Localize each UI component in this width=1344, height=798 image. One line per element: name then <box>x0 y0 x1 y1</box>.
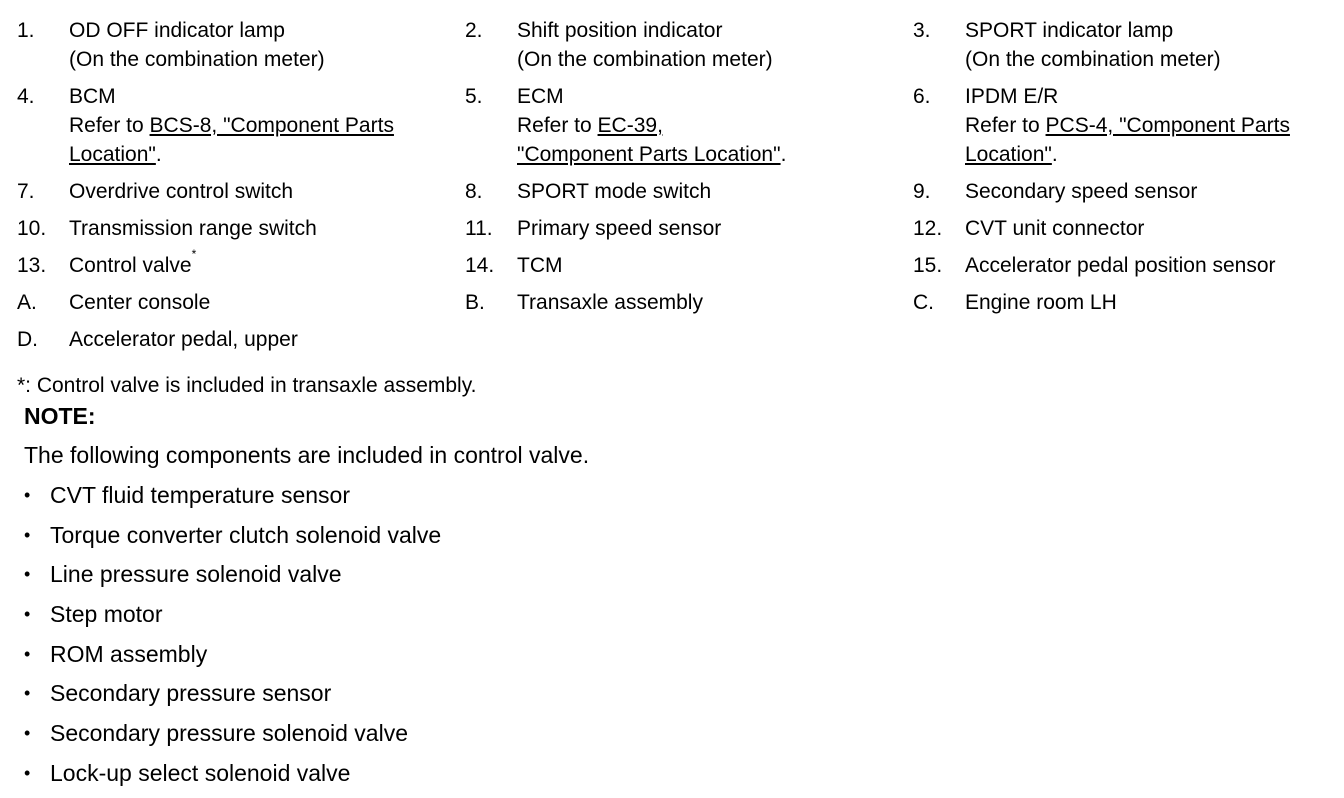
legend-text: CVT unit connector <box>965 217 1145 240</box>
legend-row <box>0 247 1344 280</box>
legend-number: 8. <box>465 180 483 203</box>
legend-item <box>0 16 448 74</box>
legend-number: C. <box>913 291 934 314</box>
legend-item <box>448 82 896 169</box>
list-item <box>24 758 441 798</box>
legend-number: 10. <box>17 217 47 240</box>
bullet-icon: • <box>24 723 31 744</box>
list-item <box>24 599 441 639</box>
legend-number: B. <box>465 291 485 314</box>
legend-row <box>0 82 1344 169</box>
legend-text <box>517 16 896 74</box>
legend-text <box>69 247 448 280</box>
legend-row <box>0 325 1344 354</box>
list-item-text: Step motor <box>50 601 163 628</box>
legend-line: (On the combination meter) <box>69 48 325 71</box>
refer-label: Refer to <box>517 114 598 137</box>
legend-item <box>448 214 896 243</box>
legend-item <box>896 214 1344 243</box>
legend-line: SPORT indicator lamp <box>965 19 1174 42</box>
list-item-text: Line pressure solenoid valve <box>50 561 342 588</box>
legend-text: TCM <box>517 254 563 277</box>
legend-title: IPDM E/R <box>965 85 1059 108</box>
legend-text: Overdrive control switch <box>69 180 294 203</box>
legend-number: 1. <box>17 19 35 42</box>
legend-text: Primary speed sensor <box>517 217 722 240</box>
legend-item <box>896 82 1344 169</box>
legend-text <box>69 82 448 169</box>
legend-text: Accelerator pedal, upper <box>69 328 298 351</box>
legend-line: (On the combination meter) <box>517 48 773 71</box>
reference-link-cont[interactable]: Location" <box>69 143 156 166</box>
legend-item <box>896 288 1344 317</box>
legend-text: SPORT mode switch <box>517 180 712 203</box>
bullet-icon: • <box>24 762 31 783</box>
legend-item <box>448 16 896 74</box>
legend-text <box>965 82 1344 169</box>
list-item-text: Secondary pressure solenoid valve <box>50 720 408 747</box>
reference-link-cont[interactable]: "Component Parts Location" <box>517 143 781 166</box>
legend-text: Center console <box>69 291 211 314</box>
legend-row <box>0 16 1344 74</box>
legend-item <box>0 288 448 317</box>
note-intro: The following components are included in control valve. <box>24 442 590 468</box>
legend-item <box>896 177 1344 206</box>
control-valve-components-list <box>24 480 441 798</box>
list-item-text: ROM assembly <box>50 640 208 667</box>
legend-number: 13. <box>17 254 47 277</box>
bullet-icon: • <box>24 683 31 704</box>
list-item <box>24 520 441 560</box>
legend-number: 12. <box>913 217 943 240</box>
legend-item <box>0 214 448 243</box>
list-item-text: CVT fluid temperature sensor <box>50 482 350 508</box>
legend-number: 5. <box>465 85 483 108</box>
legend-item <box>0 177 448 206</box>
list-item-text: Lock-up select solenoid valve <box>50 759 351 786</box>
legend-number: 7. <box>17 180 35 203</box>
legend-item <box>0 82 448 169</box>
legend-item <box>896 16 1344 74</box>
refer-period: . <box>155 143 162 166</box>
footnote: *: Control valve is included in transaxle assembly. <box>17 374 477 397</box>
legend-line: (On the combination meter) <box>965 48 1221 71</box>
legend-line: OD OFF indicator lamp <box>69 19 285 42</box>
legend-text <box>69 16 448 74</box>
legend-number: 15. <box>913 254 943 277</box>
list-item <box>24 480 441 520</box>
legend-text: Transaxle assembly <box>517 291 703 314</box>
legend-number: 6. <box>913 85 931 108</box>
list-item <box>24 718 441 758</box>
legend-item <box>0 325 449 354</box>
legend-title: ECM <box>517 85 564 108</box>
bullet-icon: • <box>24 643 31 664</box>
legend-number: 14. <box>465 254 495 277</box>
legend-row <box>0 288 1344 317</box>
legend-text: Transmission range switch <box>69 217 317 240</box>
legend-number: 3. <box>913 19 931 42</box>
legend-text-main: Control valve <box>69 254 192 277</box>
legend-number: 9. <box>913 180 931 203</box>
reference-link-cont[interactable]: Location" <box>965 143 1052 166</box>
refer-period: . <box>780 143 787 166</box>
legend-item <box>896 251 1344 280</box>
legend-title: BCM <box>69 85 116 108</box>
legend-number: D. <box>17 328 38 351</box>
legend-item <box>448 177 896 206</box>
legend-text: Engine room LH <box>965 291 1117 314</box>
legend-row <box>0 177 1344 206</box>
refer-label: Refer to <box>69 114 150 137</box>
refer-period: . <box>1051 143 1058 166</box>
reference-link[interactable]: EC-39, <box>597 114 663 137</box>
list-item-text: Secondary pressure sensor <box>50 680 332 707</box>
component-legend <box>0 16 1344 362</box>
legend-item <box>0 247 448 280</box>
bullet-icon: • <box>24 524 31 545</box>
reference-link[interactable]: BCS-8, "Component Parts <box>149 114 394 137</box>
legend-text: Secondary speed sensor <box>965 180 1198 203</box>
legend-row <box>0 214 1344 243</box>
legend-number: 2. <box>465 19 483 42</box>
legend-line: Shift position indicator <box>517 19 723 42</box>
legend-text: Accelerator pedal position sensor <box>965 254 1276 277</box>
legend-number: 11. <box>465 217 493 240</box>
list-item <box>24 678 441 718</box>
list-item <box>24 559 441 599</box>
list-item <box>24 639 441 679</box>
bullet-icon: • <box>24 485 31 505</box>
bullet-icon: • <box>24 604 31 625</box>
list-item-text: Torque converter clutch solenoid valve <box>50 521 442 548</box>
legend-number: A. <box>17 291 37 314</box>
legend-item <box>448 288 896 317</box>
footnote-marker: * <box>191 247 197 261</box>
bullet-icon: • <box>24 564 31 585</box>
refer-label: Refer to <box>965 114 1046 137</box>
legend-text <box>517 82 896 169</box>
legend-number: 4. <box>17 85 35 108</box>
note-title: NOTE: <box>24 403 96 429</box>
legend-item <box>448 251 896 280</box>
legend-text <box>965 16 1344 74</box>
reference-link[interactable]: PCS-4, "Component Parts <box>1045 114 1290 137</box>
